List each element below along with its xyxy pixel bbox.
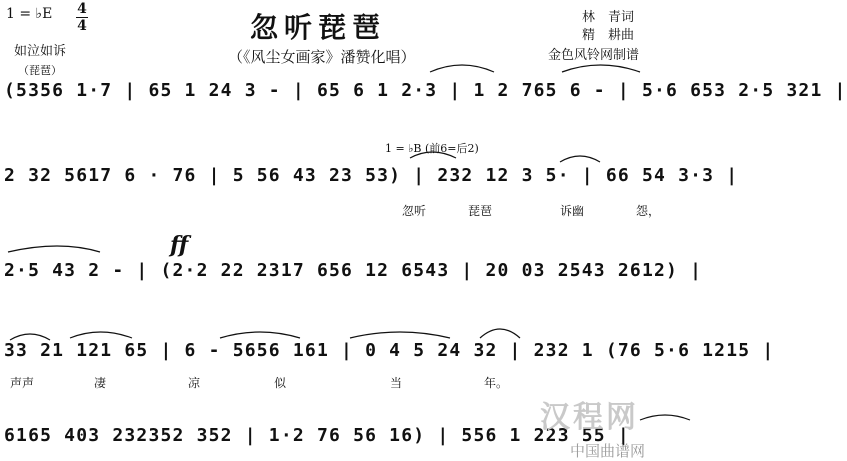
fortissimo-dynamic: ff bbox=[170, 232, 189, 258]
expression-mark: 如泣如诉 bbox=[14, 44, 67, 59]
lyric: 凄 bbox=[94, 376, 107, 390]
composer-credit: 精 耕曲 bbox=[582, 28, 635, 43]
lyric: 当 bbox=[390, 376, 403, 390]
lyric: 诉幽 bbox=[560, 204, 585, 218]
staff-row-4: 33 21 121 65 | 6 - 5656 161 | 0 4 5 24 32 | 232 1 (76 5·6 1215 | bbox=[4, 340, 775, 361]
staff-row-5: 6165 403 232352 352 | 1·2 76 56 16) | 556 1 223 55 | bbox=[4, 425, 630, 446]
lyric: 似 bbox=[274, 376, 287, 390]
lyric: 凉 bbox=[188, 376, 201, 390]
song-subtitle: （《风尘女画家》潘赞化唱） bbox=[228, 48, 416, 66]
time-signature-bottom: 4 bbox=[77, 18, 87, 34]
song-title: 忽听琵琶 bbox=[250, 11, 387, 44]
staff-row-1: (5356 1·7 | 65 1 24 3 - | 65 6 1 2·3 | 1 2 765 6 - | 5·6 653 2·5 321 | bbox=[4, 80, 847, 101]
time-signature-top: 4 bbox=[77, 1, 87, 17]
modulation-note: 1 = ♭B (前6=后2) bbox=[385, 142, 479, 155]
staff-row-2: 2 32 5617 6 · 76 | 5 56 43 23 53) | 232 12 3 5· | 66 54 3·3 | bbox=[4, 165, 739, 186]
staff-row-3: 2·5 43 2 - | (2·2 22 2317 656 12 6543 | 20 03 2543 2612) | bbox=[4, 260, 703, 281]
watermark-logo: 汉程网 bbox=[540, 400, 639, 435]
lyric: 怨， bbox=[636, 204, 661, 218]
source-credit: 金色风铃网制谱 bbox=[548, 48, 640, 63]
lyric: 琵琶 bbox=[468, 204, 493, 218]
lyric: 年。 bbox=[484, 376, 509, 390]
lyric: 声声 bbox=[10, 376, 35, 390]
lyricist-credit: 林 青词 bbox=[582, 10, 635, 25]
instrument-label: （琵琶） bbox=[18, 64, 62, 77]
lyric: 忽听 bbox=[402, 204, 427, 218]
key-signature: 1 = ♭E bbox=[6, 6, 53, 22]
footer-watermark: 中国曲谱网 bbox=[570, 442, 646, 460]
